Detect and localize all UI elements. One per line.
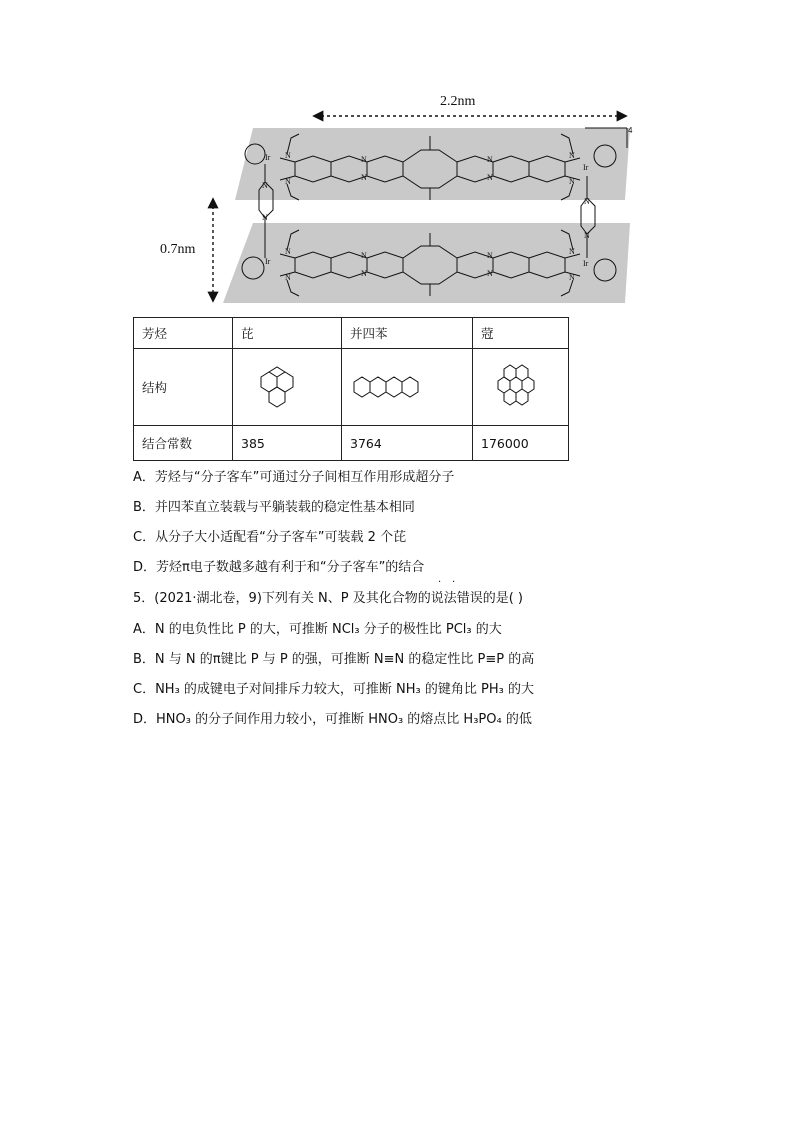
option-c: C．从分子大小适配看“分子客车”可装载 2 个芘 [133,530,407,545]
q5-option-b: B．N 与 N 的π键比 P 与 P 的强，可推断 N≡N 的稳定性比 P≡P 的高 [133,652,535,667]
question-5-stem: 5．(2021·湖北卷，9)下列有关 N、P 及其化合物的说法错误的是( ) [133,591,524,606]
ir-label: Ir [583,259,589,268]
n-label: N [584,197,590,206]
n-label: N [569,273,575,282]
n-label: N [361,269,367,278]
n-label: N [487,155,493,164]
q5-option-a: A．N 的电负性比 P 的大，可推断 NCl₃ 分子的极性比 PCl₃ 的大 [133,622,502,637]
table-value-cell: 3764 [342,426,473,461]
ir-label: Ir [583,163,589,172]
table-header-cell: 芳烃 [134,318,233,349]
n-label: N [487,173,493,182]
table-header-cell: 并四苯 [342,318,473,349]
table-header-cell: 芘 [233,318,342,349]
n-label: N [285,151,291,160]
table-label-cell: 结合常数 [134,426,233,461]
emphasis-dot: · [438,577,442,588]
molecular-bus-figure [195,88,645,308]
tetracene-structure-icon [350,367,440,407]
option-b: B．并四苯直立装载与平躺装载的稳定性基本相同 [133,500,415,515]
table-header-cell: 蒄 [473,318,569,349]
coronene-structure-cell [473,349,569,426]
arene-table [133,317,569,461]
ir-label: Ir [265,153,271,162]
q5-option-d: D．HNO₃ 的分子间作用力较小，可推断 HNO₃ 的熔点比 H₃PO₄ 的低 [133,712,532,727]
n-label: N [569,177,575,186]
tetracene-structure-cell [342,349,473,426]
dimension-label-side: 0.7nm [160,242,196,257]
pyrene-structure-cell [233,349,342,426]
n-label: N [584,231,590,240]
n-label: N [285,177,291,186]
table-label-cell: 结构 [134,349,233,426]
n-label: N [487,269,493,278]
table-value-cell: 176000 [473,426,569,461]
emphasis-dot: · [452,577,456,588]
n-label: N [285,247,291,256]
n-label: N [361,251,367,260]
option-a: A．芳烃与“分子客车”可通过分子间相互作用形成超分子 [133,470,455,485]
n-label: N [285,273,291,282]
corner-mark: 4 [628,126,633,135]
n-label: N [569,247,575,256]
n-label: N [262,181,268,190]
ir-label: Ir [265,257,271,266]
n-label: N [361,173,367,182]
table-row [134,426,569,461]
table-row [134,318,569,349]
table-value-cell: 385 [233,426,342,461]
dimension-label-top: 2.2nm [440,94,476,109]
table-row [134,349,569,426]
pyrene-structure-icon [241,362,311,412]
n-label: N [569,151,575,160]
option-d: D．芳烃π电子数越多越有利于和“分子客车”的结合 [133,560,425,575]
n-label: N [487,251,493,260]
n-label: N [361,155,367,164]
coronene-structure-icon [481,355,551,419]
q5-option-c: C．NH₃ 的成键电子对间排斥力较大，可推断 NH₃ 的键角比 PH₃ 的大 [133,682,534,697]
n-label: N [262,213,268,222]
